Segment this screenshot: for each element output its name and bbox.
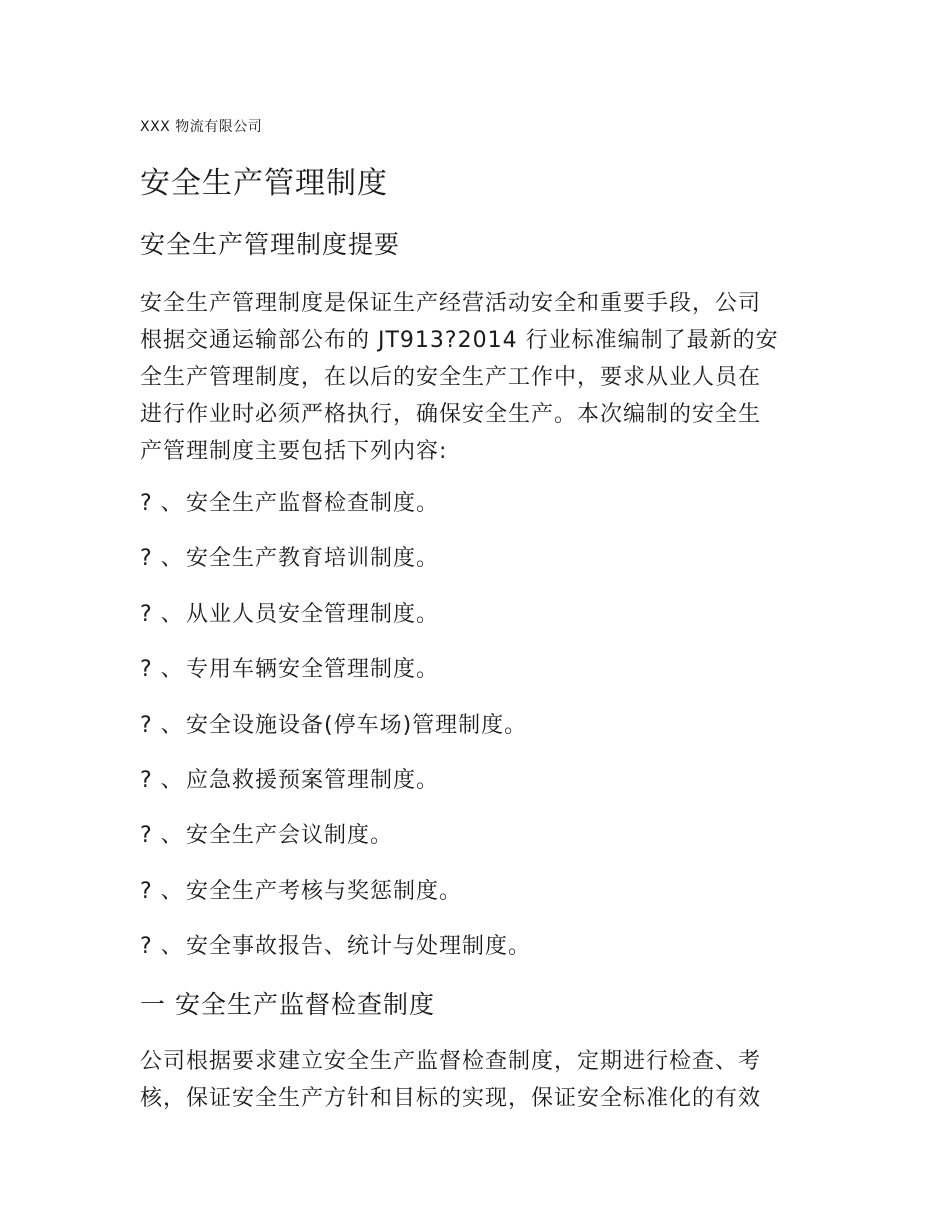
list-item xyxy=(140,542,531,597)
list-marker: ? 、 xyxy=(140,878,184,904)
regulation-list xyxy=(140,487,531,986)
list-marker: ? 、 xyxy=(140,546,184,572)
list-marker: ? 、 xyxy=(140,657,184,683)
list-item-text: 安全设施设备(停车场)管理制度。 xyxy=(186,712,528,738)
list-marker: ? 、 xyxy=(140,767,184,793)
list-item-text: 安全生产会议制度。 xyxy=(186,823,394,849)
intro-line: 安全生产管理制度是保证生产经营活动安全和重要手段，公司 xyxy=(140,291,762,316)
list-marker: ? 、 xyxy=(140,491,184,516)
list-marker: ? 、 xyxy=(140,712,184,738)
list-item-text: 安全生产监督检查制度。 xyxy=(186,491,440,516)
list-item-text: 从业人员安全管理制度。 xyxy=(186,601,440,627)
document-subtitle: 安全生产管理制度提要 xyxy=(140,230,401,259)
list-item xyxy=(140,653,531,708)
list-marker: ? 、 xyxy=(140,601,184,627)
list-item xyxy=(140,875,531,930)
list-item xyxy=(140,709,531,764)
company-name: XXX 物流有限公司 xyxy=(140,119,263,135)
intro-line: 全生产管理制度，在以后的安全生产工作中，要求从业人员在 xyxy=(140,365,762,390)
list-item-text: 安全生产教育培训制度。 xyxy=(186,546,440,572)
intro-line: 根据交通运输部公布的 JT913?2014 行业标准编制了最新的安 xyxy=(140,328,779,353)
section-heading: 一 安全生产监督检查制度 xyxy=(140,990,435,1019)
intro-line: 产管理制度主要包括下列内容: xyxy=(140,439,448,464)
section-line: 公司根据要求建立安全生产监督检查制度，定期进行检查、考 xyxy=(140,1049,762,1074)
list-item xyxy=(140,819,531,874)
list-item xyxy=(140,487,531,542)
list-item-text: 安全生产考核与奖惩制度。 xyxy=(186,878,463,904)
intro-line: 进行作业时必须严格执行，确保安全生产。本次编制的安全生 xyxy=(140,402,762,427)
section-paragraph xyxy=(140,1043,810,1117)
intro-paragraph xyxy=(140,285,810,470)
list-marker: ? 、 xyxy=(140,823,184,849)
list-item-text: 应急救援预案管理制度。 xyxy=(186,767,440,793)
section-line: 核，保证安全生产方针和目标的实现，保证安全标准化的有效 xyxy=(140,1086,762,1111)
list-item xyxy=(140,598,531,653)
list-marker: ? 、 xyxy=(140,934,184,960)
list-item-text: 专用车辆安全管理制度。 xyxy=(186,657,440,683)
list-item xyxy=(140,930,531,985)
list-item xyxy=(140,764,531,819)
document-title: 安全生产管理制度 xyxy=(140,166,388,201)
list-item-text: 安全事故报告、统计与处理制度。 xyxy=(186,934,532,960)
